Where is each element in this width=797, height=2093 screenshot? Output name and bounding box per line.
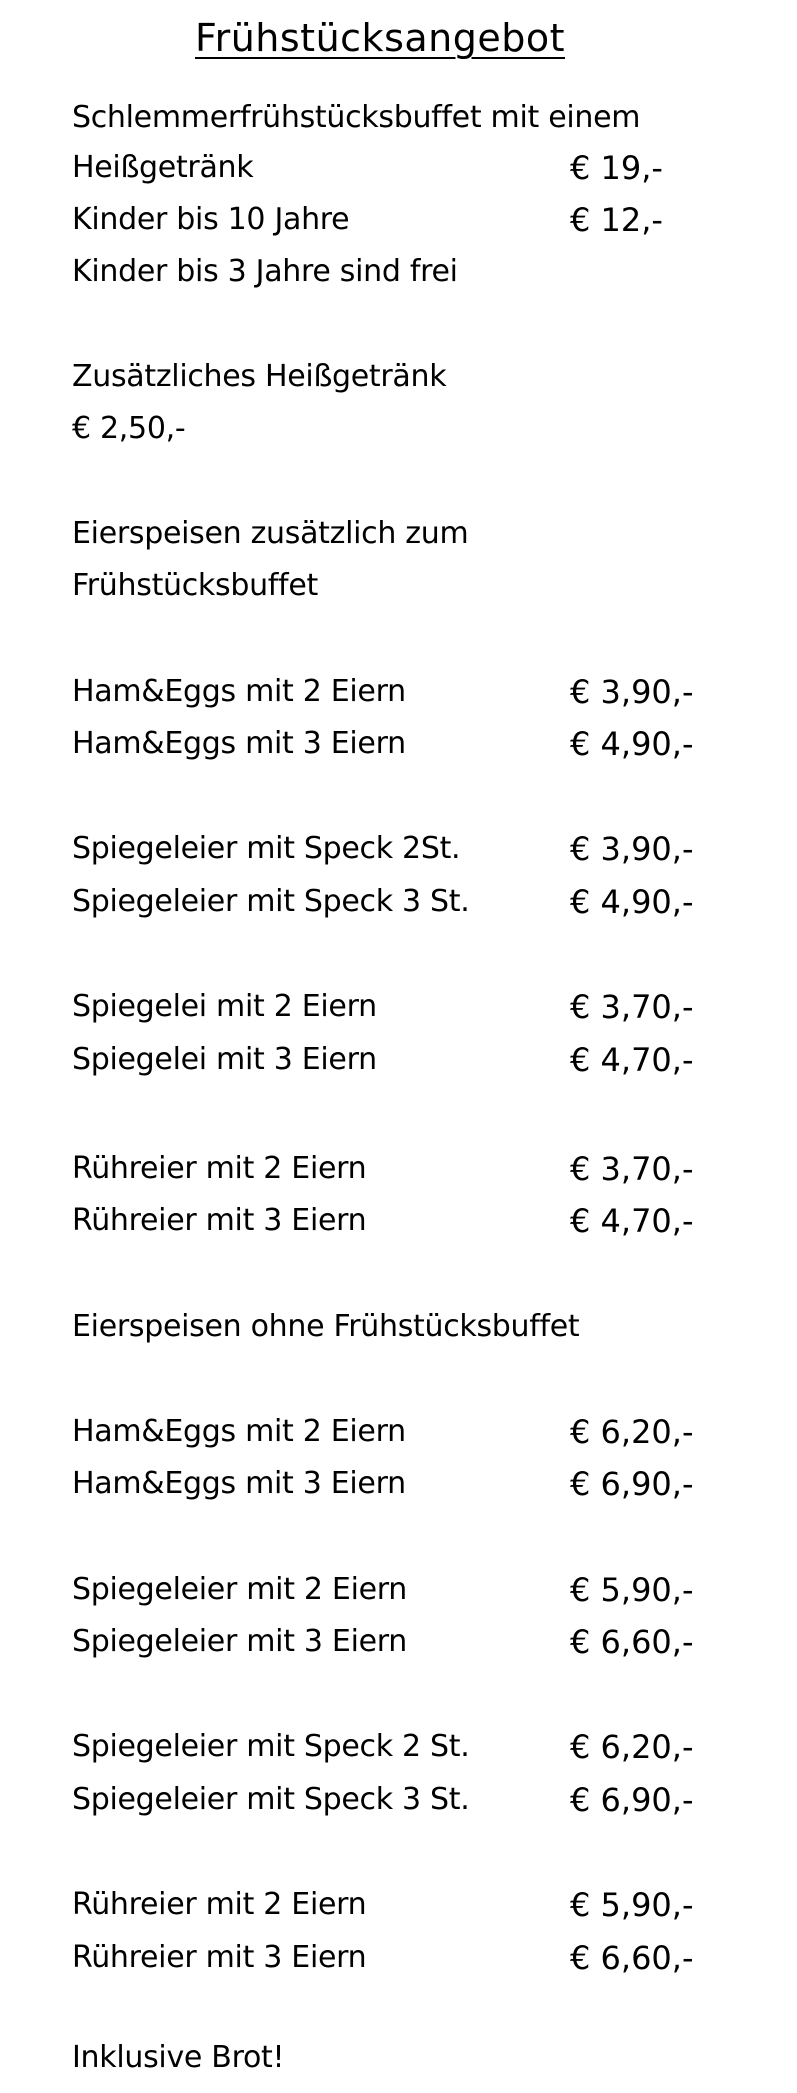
footer-note: Inklusive Brot! (72, 2040, 285, 2075)
menu-item: Spiegeleier mit Speck 2 St. (72, 1729, 470, 1764)
menu-item: Spiegeleier mit Speck 2St. (72, 831, 461, 866)
menu-item: Rühreier mit 3 Eiern (72, 1940, 367, 1975)
page-title: Frühstücksangebot (195, 16, 566, 60)
price-extra-drink: € 2,50,- (72, 411, 186, 446)
price-kids-10: € 12,- (570, 201, 663, 239)
menu-item-price: € 4,70,- (570, 1041, 694, 1079)
menu-item: Spiegelei mit 3 Eiern (72, 1042, 377, 1077)
menu-item-price: € 3,70,- (570, 1150, 694, 1188)
menu-item: Rühreier mit 3 Eiern (72, 1203, 367, 1238)
menu-item: Rühreier mit 2 Eiern (72, 1887, 367, 1922)
menu-item-price: € 6,20,- (570, 1728, 694, 1766)
menu-item-price: € 5,90,- (570, 1886, 694, 1924)
menu-line-buffet: Schlemmerfrühstücksbuffet mit einem (72, 100, 641, 135)
menu-line-hot-drink: Heißgetränk (72, 150, 254, 185)
menu-item: Ham&Eggs mit 2 Eiern (72, 674, 406, 709)
menu-item: Spiegeleier mit Speck 3 St. (72, 1782, 470, 1817)
menu-item-price: € 6,60,- (570, 1939, 694, 1977)
menu-item-price: € 6,60,- (570, 1623, 694, 1661)
menu-item-price: € 4,70,- (570, 1202, 694, 1240)
menu-item: Ham&Eggs mit 2 Eiern (72, 1414, 406, 1449)
menu-item: Spiegeleier mit 3 Eiern (72, 1624, 407, 1659)
menu-item-price: € 3,70,- (570, 988, 694, 1026)
menu-item: Spiegeleier mit Speck 3 St. (72, 884, 470, 919)
section-heading-with-buffet-cont: Frühstücksbuffet (72, 568, 318, 603)
menu-item-price: € 6,90,- (570, 1465, 694, 1503)
menu-item-price: € 6,20,- (570, 1413, 694, 1451)
menu-item-price: € 4,90,- (570, 725, 694, 763)
menu-line-kids-10: Kinder bis 10 Jahre (72, 202, 350, 237)
menu-item: Ham&Eggs mit 3 Eiern (72, 1466, 406, 1501)
menu-item: Spiegeleier mit 2 Eiern (72, 1572, 407, 1607)
menu-item-price: € 5,90,- (570, 1571, 694, 1609)
menu-item-price: € 3,90,- (570, 673, 694, 711)
menu-item: Spiegelei mit 2 Eiern (72, 989, 377, 1024)
menu-item: Ham&Eggs mit 3 Eiern (72, 726, 406, 761)
price-buffet: € 19,- (570, 149, 663, 187)
menu-item-price: € 3,90,- (570, 830, 694, 868)
menu-line-kids-3: Kinder bis 3 Jahre sind frei (72, 254, 458, 289)
menu-item: Rühreier mit 2 Eiern (72, 1151, 367, 1186)
section-heading-with-buffet: Eierspeisen zusätzlich zum (72, 516, 469, 551)
menu-item-price: € 4,90,- (570, 883, 694, 921)
menu-line-extra-drink: Zusätzliches Heißgetränk (72, 359, 447, 394)
menu-item-price: € 6,90,- (570, 1781, 694, 1819)
section-heading-without-buffet: Eierspeisen ohne Frühstücksbuffet (72, 1309, 580, 1344)
